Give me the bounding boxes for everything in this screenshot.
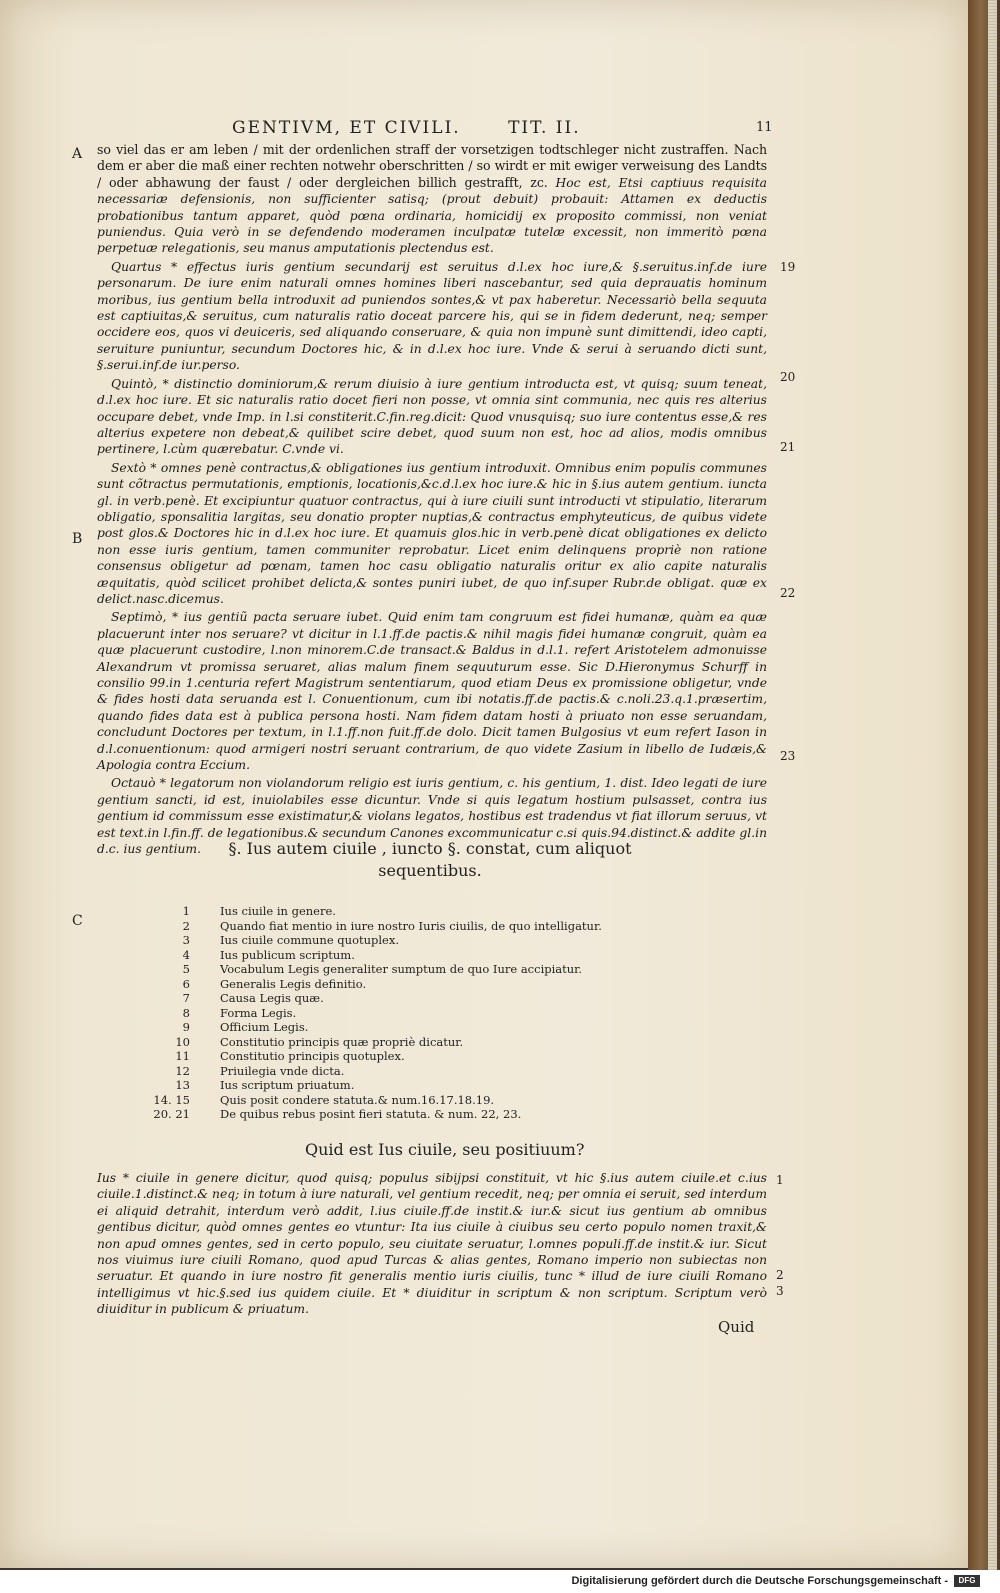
title-number: TIT. II.: [508, 118, 581, 138]
summary-item: 1 Ius ciuile in genere.: [182, 904, 336, 918]
summary-item: 9 Officium Legis.: [182, 1020, 309, 1034]
paragraph: Septimò, * ius gentiũ pacta seruare iubet. Quid enim tam congruum est fidei humanæ, quàm ea quæ placuerunt inter nos seruare? vt dicitur in l.1.ff.de pactis.& nihil magis fidei humanæ congruit, quàm ea quæ placuerunt custodire, l.non minorem.C.de transact.& Baldus in d.l.1. refert Aristotelem admonuisse Alexandrum vt promissa seruaret, alias malum finem sequuturum esse. Sic D.Hieronymus Schurff in consilio 99.in 1.centuria refert Magistrum sententiarum, quod etiam Deus ex promissione obligetur, vnde & fides hosti data seruanda est l. Conuentionum, cum ibi notatis.ff.de pactis.& c.noli.23.q.1.præsertim, quando fides data est à publica persona hosti. Nam fidem datam hosti à priuato non esse seruandam, concludunt Doctores per textum, in l.1.ff.non fuit.ff.de dolo. Dicit tamen Bulgosius vt eum refert Iason in d.l.conuentionum: quod armigeri nostri seruant contrarium, de quo videte Zasium in libello de Iudæis,& Apologia contra Eccium.: [97, 610, 767, 773]
margin-number: 22: [780, 586, 796, 600]
footer-credit: Digitalisierung gefördert durch die Deutsche Forschungsgemeinschaft -: [571, 1575, 948, 1587]
section-heading: [200, 838, 660, 882]
main-text-upper: [97, 142, 767, 859]
section-heading-line: sequentibus.: [378, 861, 482, 880]
summary-item: 6 Generalis Legis definitio.: [182, 976, 367, 991]
page-stack: [988, 0, 997, 1593]
paragraph: [97, 142, 767, 257]
summary-list: [150, 904, 650, 1122]
summary-item: 14. 15 Quis posit condere statuta.& num.16.17.18.19.: [153, 1092, 495, 1107]
margin-number: 23: [780, 749, 796, 763]
summary-item: 2 Quando fiat mentio in iure nostro Iuris ciuilis, de quo intelligatur.: [182, 918, 602, 933]
margin-number: 20: [780, 370, 796, 384]
margin-number: 3: [776, 1284, 784, 1298]
summary-item: 10 Constitutio principis quæ propriè dicatur.: [175, 1034, 464, 1049]
margin-letter-b: B: [72, 531, 83, 547]
section-heading-line: §. Ius autem ciuile , iuncto §. constat, cum aliquot: [228, 839, 632, 858]
margin-letter-c: C: [72, 913, 83, 929]
latin-text: Hoc est, Etsi captiuus requisita necessariæ defensionis, non sufficienter satisq; (prout debuit) probauit: Attamen ex deductis probationibus tantum apparet, quòd pœna ordinaria, homicidij ex proposito commissi, non veniat puniendus. Quia verò in se defendendo moderamen inculpatæ tutelæ excessit, non immeritò pœna perpetuæ relegationis, seu manus amputationis plectendus est.: [97, 175, 767, 256]
margin-number: 19: [780, 260, 796, 274]
summary-item: 11 Constitutio principis quotuplex.: [175, 1049, 405, 1063]
dfg-logo: DFG: [954, 1575, 980, 1587]
summary-item: 13 Ius scriptum priuatum.: [175, 1078, 355, 1092]
summary-item: 8 Forma Legis.: [182, 1005, 297, 1020]
paragraph: Sextò * omnes penè contractus,& obligationes ius gentium introduxit. Omnibus enim populis communes sunt cõtractus permutationis, emptionis, locationis,&c.d.l.ex hoc iure.& hic in §.ius autem gentium. iuncta gl. in verb.penè. Et excipiuntur quatuor contractus, qui à iure ciuili sunt introducti vt stipulatio, literarum obligatio, sponsalitia largitas, seu donatio propter nuptias,& contractus emphyteuticus, de quibus videte post glos.& Doctores hic in d.l.ex hoc iure. Et quamuis glos.hic in verb.penè dicat obligationes ex delicto non esse iuris gentium, tamen communiter reprobatur. Licet enim delinquens propriè non ratione consensus obligetur ad pœnam, tamen hoc casu obligatio naturalis oritur ex alio capite naturalis æquitatis, quòd scilicet prohibet delicta,& sontes puniri iubet, de quo inf.super Rubr.de obligat. quæ ex delict.nasc.dicemus.: [97, 460, 767, 606]
paragraph: Ius * ciuile in genere dicitur, quod quisq; populus sibijpsi constituit, vt hic §.ius autem ciuile.et c.ius ciuile.1.distinct.& neq; in totum à iure naturali, vel gentium recedit, neq; per omnia ei seruit, sed interdum ei aliquid detrahit, interdum verò addit, l.ius ciuile.ff.de instit.& iur.& sicut ius gentium ab omnibus gentibus dicitur, quòd omnes gentes eo vtuntur: Ita ius ciuile à ciuibus seu certo populo nomen traxit,& non apud omnes gentes, sed in certo populo, seu ciuitate seruatur, l.omnes populi.ff.de instit.& iur. Sicut nos viuimus iure ciuili Romano, quod apud Turcas & alias gentes, Romano imperio non subiectas non seruatur. Et quando in iure nostro fit generalis mentio iuris ciuilis, tunc * illud de iure ciuili Romano intelligimus vt hic.§.sed ius quidem ciuile. Et * diuiditur in scriptum & non scriptum. Scriptum verò diuiditur in publicum & priuatum.: [97, 1171, 767, 1317]
summary-item: 20. 21 De quibus rebus posint fieri statuta. & num. 22, 23.: [153, 1107, 522, 1121]
paragraph: Octauò * legatorum non violandorum religio est iuris gentium, c. his gentium, 1. dist. Ideo legati de iure gentium sancti, id est, inuiolabiles esse dicuntur. Vnde si quis legatum hostium pulsasset, contra ius gentium id commissum esse existimatur,& violans legatos, hostibus est tradendus vt fiat illorum seruus, vt est text.in l.fin.ff. de legationibus.& secundum Canones excommunicatur c.si quis.94.distinct.& addite gl.in d.c. ius gentium.: [97, 776, 767, 857]
running-title: GENTIVM, ET CIVILI.: [232, 118, 461, 138]
footer-bar: [0, 1570, 1000, 1593]
margin-letter-a: A: [72, 146, 83, 162]
summary-item: 5 Vocabulum Legis generaliter sumptum de quo Iure accipiatur.: [182, 962, 583, 976]
german-text: so viel das er am leben / mit der ordenlichen straff der vorsetzigen todtschleger nicht zustraffen. Nach dem er aber die maß einer rechten notwehr oberschritten / so wirdt er mit ewiger verweisung des Landts / oder abhawung der faust / oder dergleichen billich gestrafft, zc.: [97, 142, 767, 190]
margin-number: 21: [780, 440, 796, 454]
summary-item: 4 Ius publicum scriptum.: [182, 947, 355, 962]
paragraph: Quartus * effectus iuris gentium secundarij est seruitus d.l.ex hoc iure,& §.seruitus.inf.de iure personarum. De iure enim naturali omnes homines liberi nascebantur, sed quia deprauatis hominum moribus, ius gentium bella introduxit ad puniendos sontes,& vt pax haberetur. Necessariò bella sequuta est captiuitas,& seruitus, cum naturalis ratio doceat parcere his, qui se in fidem dederunt, neq; semper occidere eos, quos vi deuiceris, sed aliquando conseruare, & quia non impunè sunt dimittendi, ideo capti, seruiture puniuntur, secundum Doctores hic, & in d.l.ex hoc iure. Vnde & serui à seruando dicti sunt, §.serui.inf.de iur.perso.: [97, 259, 767, 373]
paragraph: Quintò, * distinctio dominiorum,& rerum diuisio à iure gentium introducta est, vt quisq; suum teneat, d.l.ex hoc iure. Et sic naturalis ratio docet fieri non posse, vt omnia sint communia, nec quis res alterius occupare debet, vnde Imp. in l.si constiterit.C.fin.reg.dicit: Quod vnusquisq; suo iure contentus esse,& res alterius expetere non debeat,& quilibet scire debet, quod suum non est, hoc ad alios, modis omnibus pertinere, l.cùm quærebatur. C.vnde vi.: [97, 376, 767, 457]
margin-number: 1: [776, 1173, 784, 1187]
question-heading: Quid est Ius ciuile, seu positiuum?: [305, 1140, 585, 1159]
main-text-lower: [97, 1170, 767, 1320]
margin-number: 2: [776, 1268, 784, 1282]
summary-item: 12 Priuilegia vnde dicta.: [175, 1063, 345, 1078]
folio-number: 11: [756, 120, 773, 135]
running-head: [232, 118, 581, 138]
summary-item: 3 Ius ciuile commune quotuplex.: [182, 933, 400, 947]
summary-item: 7 Causa Legis quæ.: [182, 991, 324, 1005]
catchword: Quid: [718, 1318, 755, 1336]
